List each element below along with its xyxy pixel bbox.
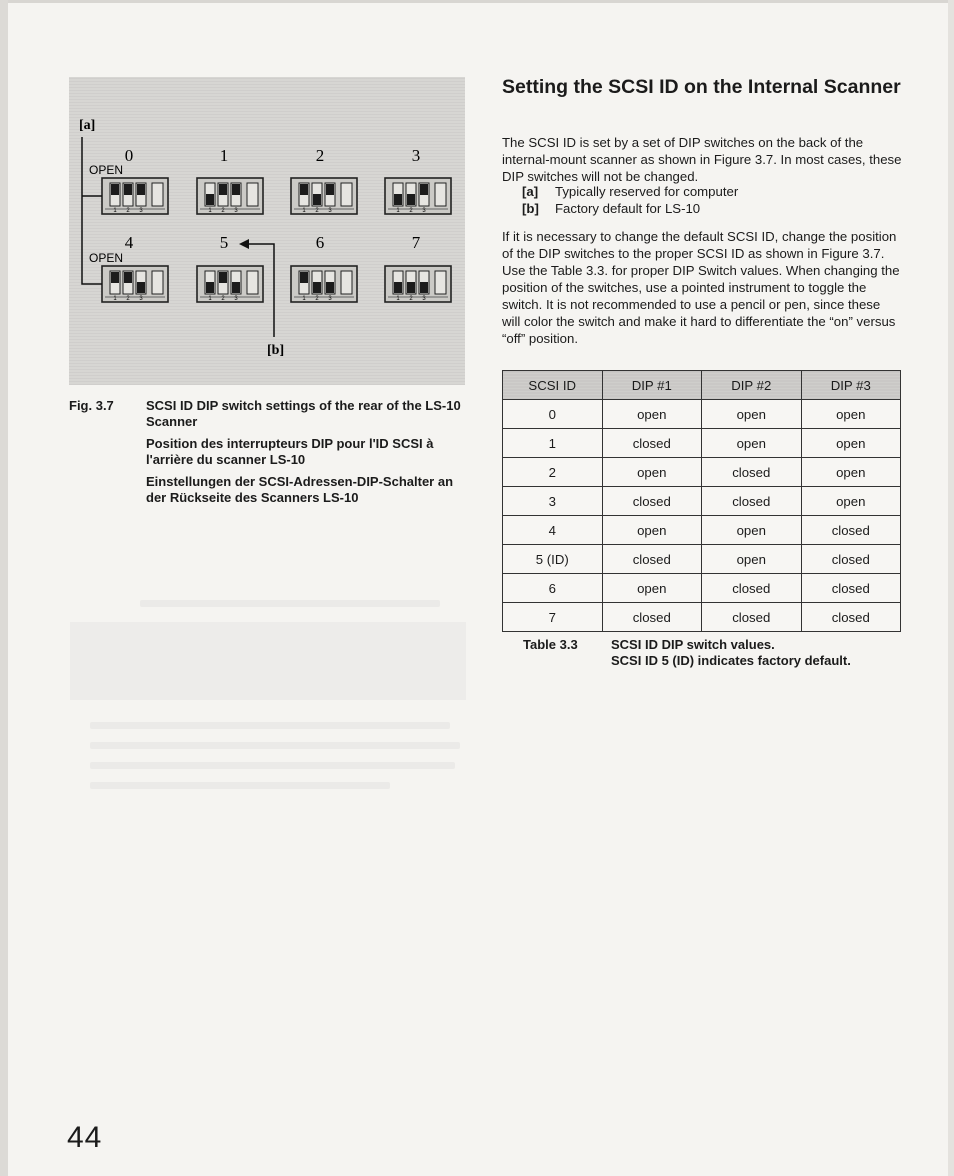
dip-switch-lever bbox=[300, 184, 308, 195]
show-through-box bbox=[70, 622, 466, 700]
table-row bbox=[503, 487, 901, 516]
dip-switch-lever bbox=[326, 184, 334, 195]
table-row bbox=[503, 574, 901, 603]
intro-paragraph: The SCSI ID is set by a set of DIP switches on the back of the internal-mount scanner as shown in Figure 3.7. In most cases, these DIP switches will not be changed. bbox=[502, 135, 902, 184]
dip-switch-number: 1 bbox=[113, 296, 117, 302]
table-cell: closed bbox=[702, 574, 802, 603]
table-cell: open bbox=[602, 574, 702, 603]
table-row bbox=[503, 603, 901, 632]
dip-switch-lever bbox=[111, 184, 119, 195]
dip-switch-slot-blank bbox=[152, 183, 163, 206]
dip-switch-number: 3 bbox=[234, 208, 238, 214]
figure-label-b: [b] bbox=[267, 343, 285, 358]
dip-switch-lever bbox=[232, 282, 240, 293]
figure-label-a: [a] bbox=[79, 118, 96, 133]
dip-switch-number: 2 bbox=[221, 208, 225, 214]
table-row bbox=[503, 400, 901, 429]
show-through-line bbox=[90, 742, 460, 749]
table-header-row bbox=[503, 371, 901, 400]
figure-caption-german: Einstellungen der SCSI-Adressen-DIP-Schalter an der Rückseite des Scanners LS-10 bbox=[146, 474, 454, 505]
dip-id-number: 4 bbox=[124, 233, 134, 252]
dip-id-number: 0 bbox=[124, 146, 134, 165]
table-cell: 5 (ID) bbox=[503, 545, 603, 574]
table-cell: open bbox=[602, 516, 702, 545]
dip-switch-number: 3 bbox=[422, 296, 426, 302]
table-caption-line: SCSI ID DIP switch values. bbox=[611, 637, 775, 652]
figure-caption-french: Position des interrupteurs DIP pour l'ID SCSI à l'arrière du scanner LS-10 bbox=[146, 436, 434, 467]
table-row bbox=[503, 429, 901, 458]
dip-switch-block bbox=[385, 266, 451, 302]
open-label-row1: OPEN bbox=[89, 163, 124, 177]
dip-switch-blocks bbox=[102, 178, 451, 302]
section-title: Setting the SCSI ID on the Internal Scanner bbox=[502, 76, 901, 98]
dip-switch-slot-blank bbox=[247, 271, 258, 294]
column-header: DIP #1 bbox=[602, 371, 702, 400]
dip-switch-number: 2 bbox=[409, 208, 413, 214]
column-header: DIP #2 bbox=[702, 371, 802, 400]
figure-legend bbox=[522, 183, 902, 217]
dip-switch-block bbox=[102, 178, 168, 214]
table-cell: 6 bbox=[503, 574, 603, 603]
dip-switch-number: 3 bbox=[139, 208, 143, 214]
dip-switch-number: 2 bbox=[126, 296, 130, 302]
dip-switch-lever bbox=[219, 272, 227, 283]
table-cell: closed bbox=[801, 603, 901, 632]
dip-switch-number: 3 bbox=[328, 208, 332, 214]
show-through-line bbox=[90, 782, 390, 789]
table-caption-line: SCSI ID 5 (ID) indicates factory default. bbox=[611, 653, 851, 668]
figure-caption-english: SCSI ID DIP switch settings of the rear of the LS-10 Scanner bbox=[146, 398, 461, 429]
dip-switch-number: 2 bbox=[315, 208, 319, 214]
dip-switch-lever bbox=[407, 282, 415, 293]
dip-switch-lever bbox=[124, 272, 132, 283]
dip-switch-slot-blank bbox=[152, 271, 163, 294]
legend-key: [b] bbox=[522, 201, 539, 216]
dip-switch-number: 1 bbox=[208, 208, 212, 214]
table-row bbox=[503, 516, 901, 545]
legend-text: Factory default for LS-10 bbox=[555, 201, 701, 216]
table-cell: open bbox=[801, 400, 901, 429]
dip-switch-number: 1 bbox=[113, 208, 117, 214]
table-cell: 4 bbox=[503, 516, 603, 545]
table-cell: closed bbox=[801, 516, 901, 545]
dip-id-number: 3 bbox=[411, 146, 421, 165]
table-cell: 0 bbox=[503, 400, 603, 429]
table-cell: closed bbox=[602, 487, 702, 516]
show-through-line bbox=[90, 722, 450, 729]
dip-switch-number: 1 bbox=[208, 296, 212, 302]
dip-switch-slot-blank bbox=[341, 183, 352, 206]
table-cell: closed bbox=[801, 545, 901, 574]
dip-switch-lever bbox=[111, 272, 119, 283]
legend-item-b bbox=[522, 200, 902, 217]
dip-switch-slot-blank bbox=[435, 271, 446, 294]
table-cell: closed bbox=[602, 429, 702, 458]
dip-switch-number: 1 bbox=[302, 296, 306, 302]
table-cell: open bbox=[702, 429, 802, 458]
table-cell: open bbox=[602, 400, 702, 429]
table-row bbox=[503, 545, 901, 574]
dip-switch-lever bbox=[206, 194, 214, 205]
table-cell: closed bbox=[801, 574, 901, 603]
dip-switch-number: 2 bbox=[315, 296, 319, 302]
dip-switch-number: 2 bbox=[221, 296, 225, 302]
table-cell: 1 bbox=[503, 429, 603, 458]
table-cell: closed bbox=[702, 603, 802, 632]
dip-switch-diagram bbox=[69, 77, 465, 385]
table-cell: closed bbox=[702, 487, 802, 516]
dip-id-number: 2 bbox=[315, 146, 325, 165]
table-cell: open bbox=[702, 516, 802, 545]
dip-switch-number: 3 bbox=[139, 296, 143, 302]
dip-switch-number: 3 bbox=[234, 296, 238, 302]
dip-switch-lever bbox=[219, 184, 227, 195]
dip-switch-lever bbox=[124, 184, 132, 195]
column-header: SCSI ID bbox=[503, 371, 603, 400]
dip-switch-figure bbox=[69, 77, 465, 385]
dip-switch-lever bbox=[394, 194, 402, 205]
dip-switch-lever bbox=[313, 194, 321, 205]
table-cell: 2 bbox=[503, 458, 603, 487]
page-number: 44 bbox=[67, 1121, 103, 1154]
table-cell: closed bbox=[702, 458, 802, 487]
table-cell: closed bbox=[602, 545, 702, 574]
dip-switch-number: 2 bbox=[409, 296, 413, 302]
dip-switch-table bbox=[502, 370, 901, 632]
legend-item-a bbox=[522, 183, 902, 200]
dip-id-number: 5 bbox=[219, 233, 229, 252]
label-b-arrowhead bbox=[239, 239, 249, 249]
table-cell: open bbox=[702, 400, 802, 429]
table-cell: open bbox=[801, 487, 901, 516]
table-cell: closed bbox=[602, 603, 702, 632]
show-through-line bbox=[140, 600, 440, 607]
dip-switch-lever bbox=[326, 282, 334, 293]
dip-id-number: 6 bbox=[315, 233, 325, 252]
dip-switch-block bbox=[385, 178, 451, 214]
dip-switch-lever bbox=[420, 184, 428, 195]
table-cell: 3 bbox=[503, 487, 603, 516]
table-row bbox=[503, 458, 901, 487]
dip-switch-slot-blank bbox=[247, 183, 258, 206]
dip-switch-lever bbox=[137, 282, 145, 293]
page-edge-left bbox=[0, 0, 8, 1176]
instructions-paragraph: If it is necessary to change the default SCSI ID, change the position of the DIP switches to the proper SCSI ID as shown in Figure 3.7. Use the Table 3.3. for proper DIP Switch values. When changing the position of the switches, use a pointed instrument to toggle the switch. It is not recommended to use a pencil or pen, since these will color the switch and make it hard to differentiate the “on” versus “off” position. bbox=[502, 229, 900, 346]
dip-switch-lever bbox=[407, 194, 415, 205]
dip-switch-lever bbox=[300, 272, 308, 283]
dip-switch-number: 3 bbox=[422, 208, 426, 214]
dip-switch-number: 2 bbox=[126, 208, 130, 214]
table-cell: open bbox=[702, 545, 802, 574]
table-number: Table 3.3 bbox=[523, 637, 578, 652]
dip-switch-number: 1 bbox=[396, 296, 400, 302]
column-header: DIP #3 bbox=[801, 371, 901, 400]
page-edge-top bbox=[0, 0, 954, 3]
dip-switch-block bbox=[291, 266, 357, 302]
dip-switch-lever bbox=[206, 282, 214, 293]
legend-text: Typically reserved for computer bbox=[555, 184, 739, 199]
dip-switch-block bbox=[197, 266, 263, 302]
table-cell: open bbox=[801, 429, 901, 458]
dip-switch-lever bbox=[394, 282, 402, 293]
dip-switch-number: 1 bbox=[396, 208, 400, 214]
dip-switch-block bbox=[291, 178, 357, 214]
dip-id-number: 1 bbox=[219, 146, 229, 165]
dip-switch-lever bbox=[137, 184, 145, 195]
page-edge-right bbox=[948, 0, 954, 1176]
dip-switch-block bbox=[197, 178, 263, 214]
show-through-line bbox=[90, 762, 455, 769]
figure-number: Fig. 3.7 bbox=[69, 398, 114, 413]
dip-id-numbers bbox=[125, 146, 421, 252]
dip-switch-number: 1 bbox=[302, 208, 306, 214]
dip-switch-lever bbox=[313, 282, 321, 293]
dip-switch-lever bbox=[420, 282, 428, 293]
table-cell: open bbox=[602, 458, 702, 487]
dip-id-number: 7 bbox=[411, 233, 421, 252]
table-cell: open bbox=[801, 458, 901, 487]
table-cell: 7 bbox=[503, 603, 603, 632]
dip-switch-number: 3 bbox=[328, 296, 332, 302]
dip-switch-slot-blank bbox=[341, 271, 352, 294]
legend-key: [a] bbox=[522, 184, 539, 199]
dip-switch-lever bbox=[232, 184, 240, 195]
dip-switch-slot-blank bbox=[435, 183, 446, 206]
dip-switch-block bbox=[102, 266, 168, 302]
open-label-row2: OPEN bbox=[89, 251, 124, 265]
